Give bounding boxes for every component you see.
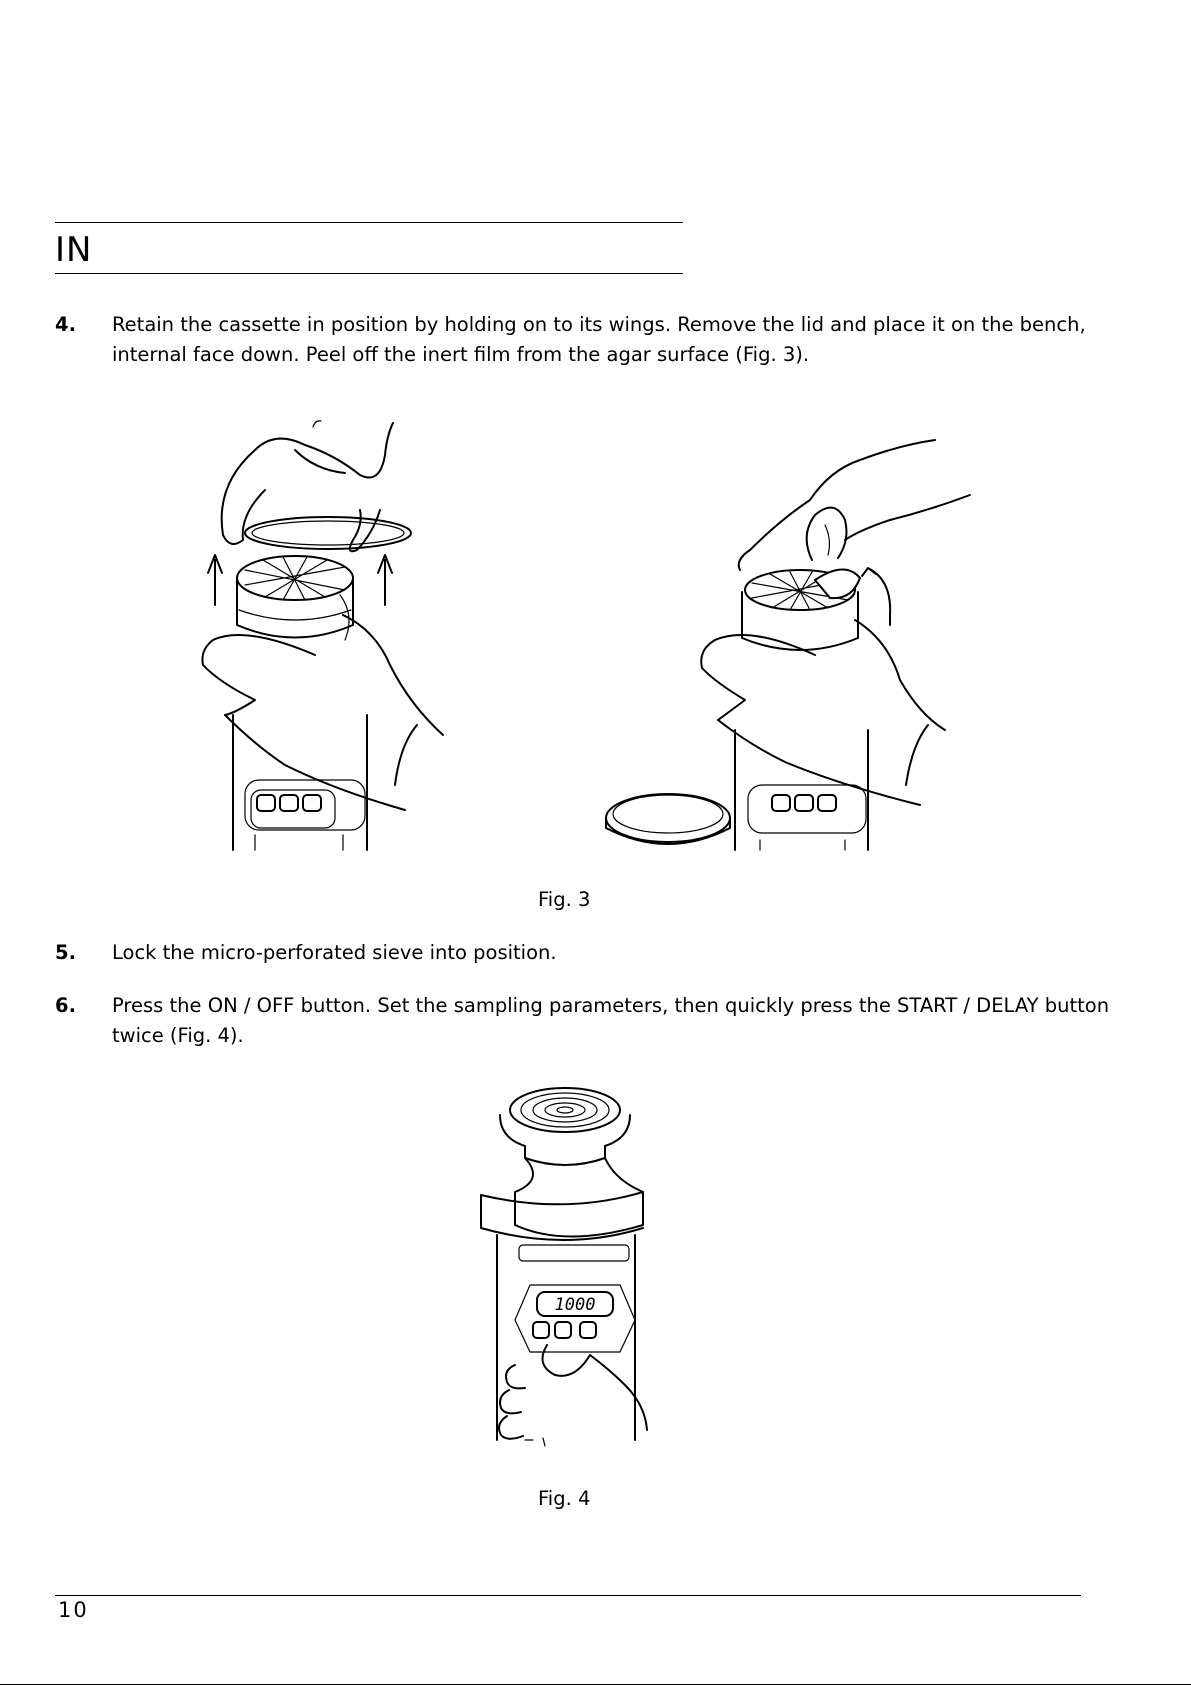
section-title: IN — [55, 230, 93, 270]
figure-caption-4: Fig. 4 — [538, 1487, 591, 1510]
header-rule-bottom — [55, 273, 683, 274]
hand-lifting-lid-illustration — [195, 415, 455, 855]
page-number: 10 — [58, 1598, 89, 1622]
step-number: 4. — [55, 313, 76, 336]
step-text: Lock the micro-perforated sieve into position. — [112, 941, 557, 964]
step-number: 5. — [55, 941, 76, 964]
hand-peeling-film-illustration — [600, 440, 970, 860]
figure-caption-3: Fig. 3 — [538, 888, 591, 911]
display-value: 1000 — [554, 1295, 596, 1315]
header-rule-top — [55, 222, 683, 223]
footer-rule — [55, 1595, 1081, 1596]
step-text: Press the ON / OFF button. Set the sampling parameters, then quickly press the START / DELAY button twice (Fig. 4). — [112, 994, 1110, 1047]
step-number: 6. — [55, 994, 76, 1017]
step-text: Retain the cassette in position by holding on to its wings. Remove the lid and place it on the bench, internal face down. Peel off the inert film from the agar surface (Fig. 3). — [112, 313, 1086, 366]
finger-pressing-start-delay-illustration — [485, 1080, 665, 1450]
